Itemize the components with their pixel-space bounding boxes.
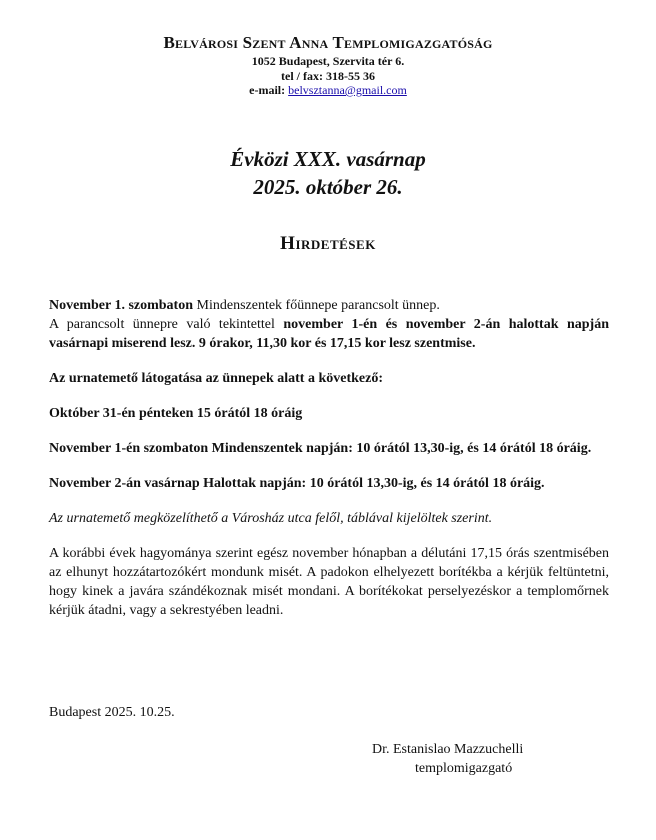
- document-date: Budapest 2025. 10.25.: [49, 705, 175, 720]
- sunday-date: 2025. október 26.: [253, 175, 403, 199]
- signature-block: [372, 740, 572, 778]
- announcement-paragraph: [49, 315, 609, 353]
- announcements: [49, 296, 609, 620]
- signer-name: Dr. Estanislao Mazzuchelli: [372, 742, 524, 757]
- organization-name: Belvárosi Szent Anna Templomigazgatóság: [163, 33, 493, 52]
- email-label: e-mail:: [249, 83, 289, 97]
- sunday-title: Évközi XXX. vasárnap: [230, 147, 426, 171]
- announcement-paragraph: November 1-én szombaton Mindenszentek napján: 10 órától 13,30-ig, és 14 órától 18 óráig.: [49, 441, 592, 456]
- letterhead: [0, 32, 656, 98]
- signer-role: templomigazgató: [415, 761, 513, 776]
- announcement-bold-text: november 1-én és november 2-án halottak napján vasárnapi miserend lesz. 9 órakor, 11,30 kor és 17,15 kor lesz szentmise.: [49, 317, 609, 351]
- announcement-date: November 1. szombaton: [49, 298, 194, 313]
- announcement-text: A parancsolt ünnepre való tekintettel: [49, 317, 284, 332]
- announcement-paragraph: Október 31-én pénteken 15 órától 18 óráig: [49, 406, 303, 421]
- announcement-text: Mindenszentek főünnepe parancsolt ünnep.: [193, 298, 440, 313]
- address: 1052 Budapest, Szervita tér 6.: [251, 54, 405, 68]
- email-link[interactable]: belvsztanna@gmail.com: [288, 83, 407, 97]
- announcement-paragraph: A korábbi évek hagyománya szerint egész november hónapban a délutáni 17,15 órás szentmisében az elhunyt hozzátartozókért mondunk misét. A padokon elhelyezett borítékba a kérjük feltüntetni, hogy kinek a javára szándékoznak misét mondani. A borítékokat perselyezéskor a templomőrnek kérjük átadni, vagy a sekrestyében leadni.: [49, 546, 609, 618]
- announcement-paragraph: [49, 296, 609, 315]
- announcement-paragraph: Az urnatemető látogatása az ünnepek alatt a következő:: [49, 371, 384, 386]
- email-line: [0, 83, 656, 98]
- announcement-paragraph: November 2-án vasárnap Halottak napján: 10 órától 13,30-ig, és 14 órától 18 óráig.: [49, 476, 545, 491]
- liturgical-day: [0, 145, 656, 201]
- page-title: Hirdetések: [280, 233, 376, 254]
- phone: tel / fax: 318-55 36: [281, 68, 375, 83]
- announcement-paragraph: Az urnatemető megközelíthető a Városház utca felől, táblával kijelöltek szerint.: [49, 511, 493, 526]
